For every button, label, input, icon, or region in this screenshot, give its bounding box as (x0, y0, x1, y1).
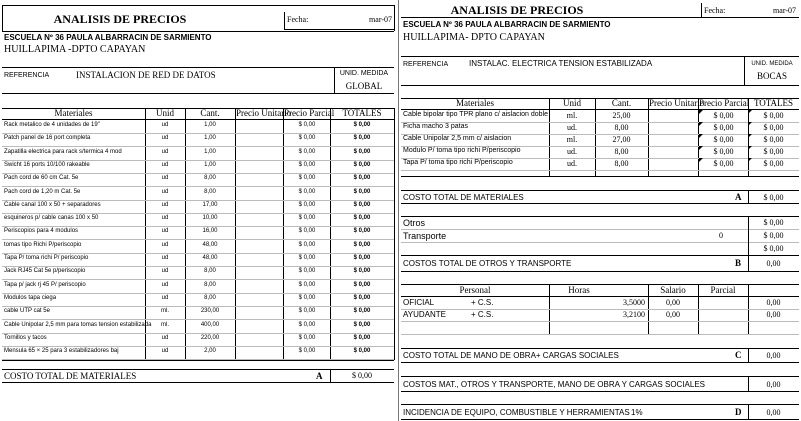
material-qty: 10,00 (202, 215, 218, 221)
table-row (0, 187, 398, 200)
material-unit: ud (161, 335, 169, 341)
material-unit: ml. (566, 135, 578, 144)
material-name: tomas tipo Richi P/periscopio (4, 242, 82, 248)
material-partial-price: $ 0,00 (298, 135, 316, 141)
material-unit: ud (161, 122, 169, 128)
material-partial-price: $ 0,00 (298, 282, 316, 288)
table-row (399, 122, 801, 134)
transporte-label: Transporte (403, 231, 447, 241)
costo-mano-obra-label: COSTO TOTAL DE MANO DE OBRA+ CARGAS SOCIALES (403, 351, 619, 360)
material-unit: ud (161, 135, 169, 141)
material-qty: 220,00 (200, 335, 220, 341)
material-total: $ 0,00 (353, 242, 371, 248)
costo-total-materiales-label: COSTO TOTAL DE MATERIALES (403, 193, 524, 202)
labor-header-personal: Personal (459, 285, 491, 295)
material-qty: 2,00 (204, 348, 216, 354)
material-name: Pach cord de 1,20 m Cat. 5e (4, 189, 81, 195)
material-name: Rack metalico de 4 unidades de 19" (4, 122, 100, 128)
costo-total-letter: A (316, 371, 323, 381)
col-header-materiales: Materiales (54, 108, 93, 118)
material-total: $ 0,00 (763, 159, 784, 168)
cell-comment-marker (748, 122, 752, 126)
costo-total-materiales-value: $ 0,00 (352, 371, 372, 380)
costos-mat-mano-obra-label: COSTOS MAT., OTROS Y TRANSPORTE, MANO DE OBRA Y CARGAS SOCIALES (403, 380, 706, 389)
school-location: HUILLAPIMA -DPTO CAPAYAN (4, 44, 146, 55)
fecha-label: Fecha: (704, 6, 726, 15)
table-row (0, 293, 398, 306)
table-row (0, 253, 398, 266)
table-row (0, 200, 398, 213)
material-partial-price: $ 0,00 (713, 147, 734, 156)
material-qty: 8,00 (614, 159, 629, 168)
fecha-value: mar-07 (773, 6, 796, 15)
col-header-precio-parcial: Precio Parcial (699, 98, 750, 108)
material-qty: 17,00 (202, 202, 218, 208)
material-partial-price: $ 0,00 (298, 122, 316, 128)
material-name: Cable bipolar tipo TPR plano c/ aislacion doble (403, 111, 549, 118)
material-unit: ud (161, 295, 169, 301)
labor-salary: 0,00 (666, 298, 680, 307)
material-unit: ml. (161, 308, 169, 314)
table-row (0, 240, 398, 253)
cell-comment-marker (748, 110, 752, 114)
cargas-sociales-label: + C.S. (471, 298, 494, 307)
sheet-instalac-electrica (398, 0, 801, 421)
unidad-medida-value: GLOBAL (345, 81, 383, 91)
material-name: Zapatilla electrica para rack s/termica 4 mod (4, 149, 122, 155)
material-unit: ud (161, 268, 169, 274)
material-name: Tapa P/ toma tipo richi P/periscopio (403, 159, 513, 166)
incidencia-label: INCIDENCIA DE EQUIPO, COMBUSTIBLE Y HERRAMIENTAS (403, 408, 630, 417)
labor-header-salario: Salario (660, 285, 686, 295)
material-name: Modulos tapa ciega (4, 295, 57, 301)
otros-value: $ 0,00 (763, 218, 784, 227)
table-row (0, 160, 398, 173)
material-partial-price: $ 0,00 (298, 322, 316, 328)
material-unit: ud (161, 189, 169, 195)
material-name: cable UTP cat 5e (4, 308, 50, 314)
material-qty: 48,00 (202, 255, 218, 261)
material-partial-price: $ 0,00 (298, 308, 316, 314)
material-partial-price: $ 0,00 (298, 335, 316, 341)
material-total: $ 0,00 (353, 135, 371, 141)
material-partial-price: $ 0,00 (298, 149, 316, 155)
material-qty: 8,00 (614, 147, 629, 156)
material-qty: 8,00 (204, 189, 216, 195)
material-total: $ 0,00 (353, 228, 371, 234)
incidencia-value: 0,00 (766, 408, 781, 417)
table-row (399, 134, 801, 146)
col-header-cant: Cant. (611, 98, 632, 108)
material-name: Ficha macho 3 patas (403, 123, 468, 130)
cargas-sociales-label: + C.S. (471, 310, 494, 319)
labor-partial: 0,00 (766, 298, 781, 307)
table-row (399, 309, 801, 321)
school-name: ESCUELA Nº 36 PAULA ALBARRACIN DE SARMIENTO (403, 20, 611, 29)
material-partial-price: $ 0,00 (713, 111, 734, 120)
material-total: $ 0,00 (353, 189, 371, 195)
labor-header-horas: Horas (568, 285, 590, 295)
fecha-value: mar-07 (369, 15, 392, 24)
material-qty: 1,00 (204, 135, 216, 141)
table-row (0, 173, 398, 186)
material-unit: ud (161, 175, 169, 181)
labor-partial: 0,00 (766, 310, 781, 319)
costos-otros-letter: B (735, 258, 742, 268)
costo-total-materiales-label: COSTO TOTAL DE MATERIALES (4, 371, 137, 381)
material-qty: 8,00 (614, 123, 629, 132)
cell-comment-marker (699, 158, 703, 162)
material-name: Swicht 16 ports 10/100 rakeable (4, 162, 90, 168)
cell-comment-marker (699, 134, 703, 138)
material-name: Mensula 65 × 25 para 3 estabilizadores baj (4, 348, 119, 354)
material-partial-price: $ 0,00 (298, 215, 316, 221)
material-qty: 230,00 (200, 308, 220, 314)
material-total: $ 0,00 (353, 308, 371, 314)
table-row (399, 110, 801, 122)
material-qty: 8,00 (204, 295, 216, 301)
material-unit: ml. (161, 322, 169, 328)
table-row (0, 133, 398, 146)
material-total: $ 0,00 (763, 111, 784, 120)
material-total: $ 0,00 (353, 215, 371, 221)
school-name: ESCUELA Nº 36 PAULA ALBARRACIN DE SARMIENTO (4, 33, 212, 42)
material-partial-price: $ 0,00 (298, 175, 316, 181)
material-name: esquineros p/ cable canas 100 x 50 (4, 215, 99, 221)
referencia-label: REFERENCIA (4, 72, 50, 79)
col-header-totales: TOTALES (342, 108, 382, 118)
material-unit: ud (161, 162, 169, 168)
table-row (399, 158, 801, 170)
otros-label: Otros (403, 218, 426, 228)
material-qty: 8,00 (204, 268, 216, 274)
personal-label: OFICIAL (403, 298, 435, 307)
material-total: $ 0,00 (763, 135, 784, 144)
incidencia-letter: D (735, 407, 742, 417)
cell-comment-marker (748, 158, 752, 162)
table-row (0, 333, 398, 346)
material-name: Jack RJ45 Cat 5e p/periscopio (4, 268, 86, 274)
material-unit: ud (161, 282, 169, 288)
cell-comment-marker (748, 146, 752, 150)
material-total: $ 0,00 (353, 202, 371, 208)
incidencia-percent: 1% (631, 408, 643, 417)
material-total: $ 0,00 (353, 162, 371, 168)
table-row (0, 306, 398, 319)
col-header-materiales: Materiales (456, 98, 494, 108)
material-unit: ud (161, 149, 169, 155)
material-name: Pach cord de 60 cm Cat. 5e (4, 175, 79, 181)
labor-salary: 0,00 (666, 310, 680, 319)
material-unit: ud (161, 202, 169, 208)
material-partial-price: $ 0,00 (298, 295, 316, 301)
costos-otros-transporte-value: 0,00 (766, 259, 781, 268)
material-name: Cable Unipolar 2,5 mm para tomas tension estabilizada (4, 322, 152, 328)
sheet-title: ANALISIS DE PRECIOS (53, 12, 187, 26)
material-total: $ 0,00 (353, 175, 371, 181)
material-unit: ud (161, 215, 169, 221)
material-name: Cable canal 100 x 50 + separadores (4, 202, 101, 208)
material-partial-price: $ 0,00 (713, 123, 734, 132)
table-row (0, 280, 398, 293)
transporte-value: $ 0,00 (763, 231, 784, 240)
costo-mat-letter: A (735, 192, 742, 202)
material-name: Tapa p/ jack rj 45 P/ periscopio (4, 282, 86, 288)
table-row (0, 120, 398, 133)
cell-comment-marker (699, 122, 703, 126)
col-header-precio-unitario: Precio Unitario (649, 98, 705, 108)
col-header-precio-parcial: Precio Parcial (284, 108, 335, 118)
col-header-unid: Unid (563, 98, 581, 108)
costos-otros-transporte-label: COSTOS TOTAL DE OTROS Y TRANSPORTE (403, 259, 572, 268)
material-total: $ 0,00 (353, 335, 371, 341)
labor-hours: 3,5000 (623, 298, 645, 307)
material-qty: 8,00 (204, 282, 216, 288)
material-partial-price: $ 0,00 (298, 255, 316, 261)
material-partial-price: $ 0,00 (298, 268, 316, 274)
material-qty: 400,00 (200, 322, 220, 328)
material-qty: 1,00 (204, 162, 216, 168)
unidad-medida-value: BOCAS (756, 71, 787, 81)
material-name: Cable Unipolar 2,5 mm c/ aislacion (403, 135, 512, 142)
table-row (0, 147, 398, 160)
table-row (0, 320, 398, 333)
material-total: $ 0,00 (353, 268, 371, 274)
material-total: $ 0,00 (353, 255, 371, 261)
material-unit: ud (161, 255, 169, 261)
personal-label: AYUDANTE (403, 310, 446, 319)
cell-comment-marker (699, 146, 703, 150)
sheet-title: ANALISIS DE PRECIOS (450, 3, 584, 17)
table-row (399, 146, 801, 158)
material-total: $ 0,00 (353, 322, 371, 328)
col-header-cant: Cant. (200, 108, 220, 118)
material-unit: ud (161, 228, 169, 234)
referencia-value: INSTALAC. ELECTRICA TENSION ESTABILIZADA (469, 59, 653, 68)
material-qty: 48,00 (202, 242, 218, 248)
material-unit: ml. (566, 111, 578, 120)
material-total: $ 0,00 (353, 122, 371, 128)
table-row (0, 213, 398, 226)
material-total: $ 0,00 (353, 348, 371, 354)
school-location: HUILLAPIMA- DPTO CAPAYAN (403, 32, 545, 43)
material-total: $ 0,00 (353, 295, 371, 301)
unidad-medida-label: UNID. MEDIDA (751, 61, 793, 67)
material-partial-price: $ 0,00 (713, 159, 734, 168)
material-partial-price: $ 0,00 (298, 242, 316, 248)
fecha-label: Fecha: (287, 15, 309, 24)
col-header-precio-unitario: Precio Unitario (236, 108, 292, 118)
material-qty: 27,00 (612, 135, 631, 144)
material-qty: 16,00 (202, 228, 218, 234)
material-name: Periscopios para 4 modulos (4, 228, 79, 234)
table-row (0, 346, 398, 359)
material-name: Modulo P/ toma tipo richi P/periscopio (403, 147, 521, 154)
material-name: Tornillos y tacos (4, 335, 47, 341)
material-total: $ 0,00 (353, 149, 371, 155)
material-name: Patch panel de 16 port completa (4, 135, 91, 141)
material-partial-price: $ 0,00 (298, 162, 316, 168)
material-unit: ud. (567, 123, 577, 132)
sheet-instalacion-red-datos (0, 0, 398, 421)
costos-mat-mano-obra-value: 0,00 (766, 380, 781, 389)
material-qty: 1,00 (204, 149, 216, 155)
material-unit: ud (161, 348, 169, 354)
material-partial-price: $ 0,00 (713, 135, 734, 144)
referencia-value: INSTALACION DE RED DE DATOS (76, 70, 216, 80)
transporte-qty: 0 (719, 231, 723, 240)
cell-comment-marker (699, 110, 703, 114)
material-partial-price: $ 0,00 (298, 228, 316, 234)
material-qty: 1,00 (204, 122, 216, 128)
material-qty: 25,00 (612, 111, 631, 120)
material-partial-price: $ 0,00 (298, 189, 316, 195)
material-total: $ 0,00 (763, 147, 784, 156)
labor-header-parcial: Parcial (710, 285, 736, 295)
labor-hours: 3,2100 (623, 310, 645, 319)
col-header-unid: Unid (156, 108, 174, 118)
table-row (0, 266, 398, 279)
costo-mano-obra-value: 0,00 (766, 351, 781, 360)
material-partial-price: $ 0,00 (298, 348, 316, 354)
material-partial-price: $ 0,00 (298, 202, 316, 208)
unidad-medida-label: UNID. MEDIDA (339, 70, 389, 77)
col-header-totales: TOTALES (753, 98, 794, 108)
cell-comment-marker (748, 134, 752, 138)
referencia-label: REFERENCIA (403, 61, 449, 68)
material-unit: ud. (567, 159, 577, 168)
material-total: $ 0,00 (763, 123, 784, 132)
material-name: Tapa P/ toma richi P/ periscopio (4, 255, 89, 261)
costo-total-materiales-value: $ 0,00 (763, 193, 784, 202)
table-row (399, 297, 801, 309)
material-qty: 8,00 (204, 175, 216, 181)
material-unit: ud. (567, 147, 577, 156)
table-row (0, 226, 398, 239)
costo-mano-letter: C (735, 350, 742, 360)
material-unit: ud (161, 242, 169, 248)
material-total: $ 0,00 (353, 282, 371, 288)
blank-row-value: $ 0,00 (763, 244, 784, 253)
